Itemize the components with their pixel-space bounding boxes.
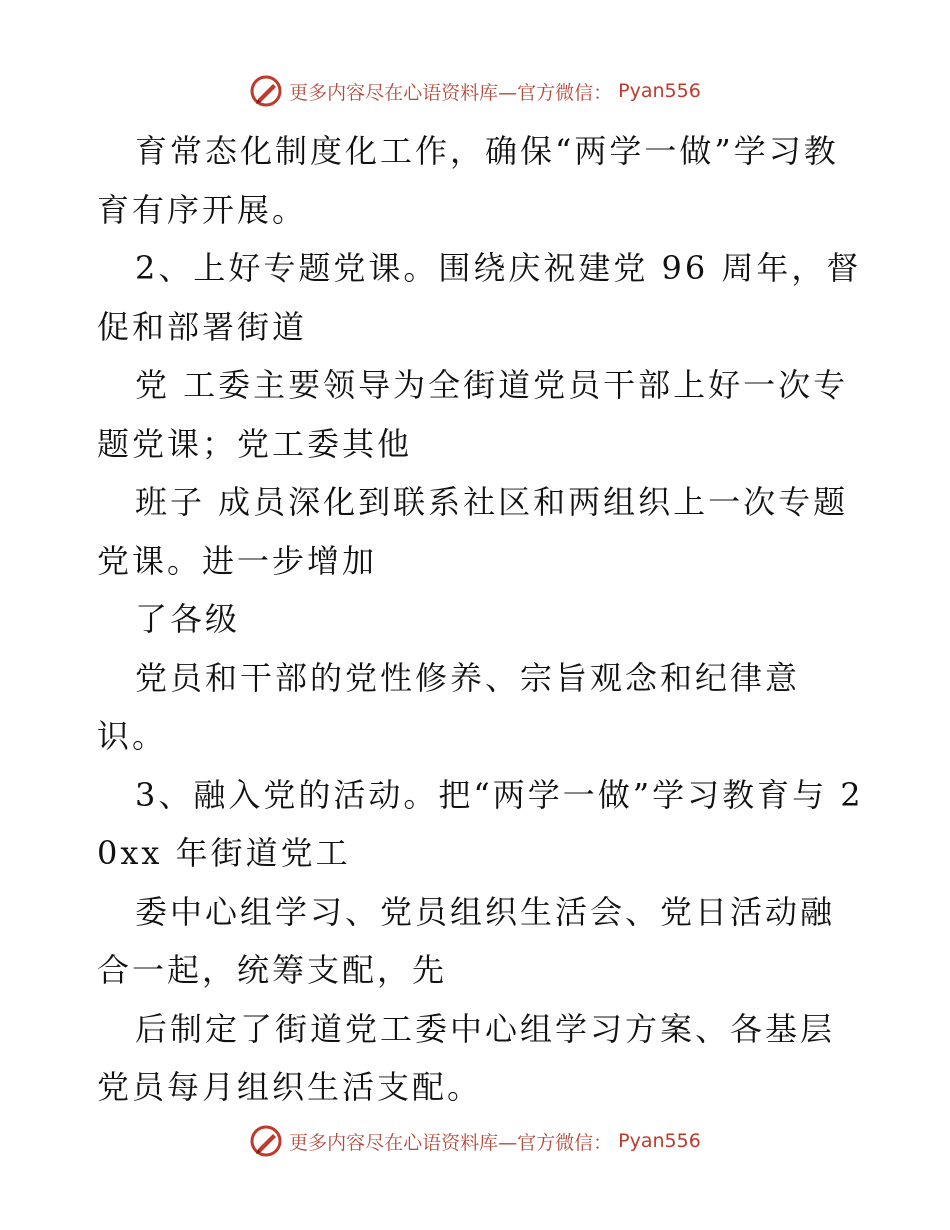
paragraph: 党员和干部的党性修养、宗旨观念和纪律意识。 — [97, 658, 801, 755]
banner-wechat-id: Pyan556 — [618, 80, 701, 102]
paragraph: 后制定了街道党工委中心组学习方案、各基层党员每月组织生活支配。 — [97, 1009, 836, 1106]
pen-logo-icon — [249, 74, 283, 108]
banner-text: 更多内容尽在心语资料库—官方微信： — [289, 81, 613, 104]
paragraph: 育常态化制度化工作，确保“两学一做”学习教育有序开展。 — [97, 132, 839, 229]
document-body — [97, 122, 867, 1117]
paragraph: 党 工委主要领导为全街道党员干部上好一次专题党课；党工委其他 — [97, 366, 849, 463]
footer-banner — [0, 1124, 950, 1158]
paragraph: 2、上好专题党课。围绕庆祝建党 96 周年，督促和部署街道 — [97, 249, 862, 346]
banner-text: 更多内容尽在心语资料库—官方微信： — [289, 1131, 613, 1154]
header-banner — [0, 74, 950, 108]
paragraph: 委中心组学习、党员组织生活会、党日活动融合一起，统筹支配，先 — [97, 892, 836, 989]
banner-wechat-id: Pyan556 — [618, 1130, 701, 1152]
paragraph: 3、融入党的活动。把“两学一做”学习教育与 20xx 年街道党工 — [97, 775, 864, 872]
paragraph: 班子 成员深化到联系社区和两组织上一次专题党课。进一步增加 — [97, 483, 849, 580]
pen-logo-icon — [249, 1124, 283, 1158]
paragraph: 了各级 — [135, 600, 241, 638]
